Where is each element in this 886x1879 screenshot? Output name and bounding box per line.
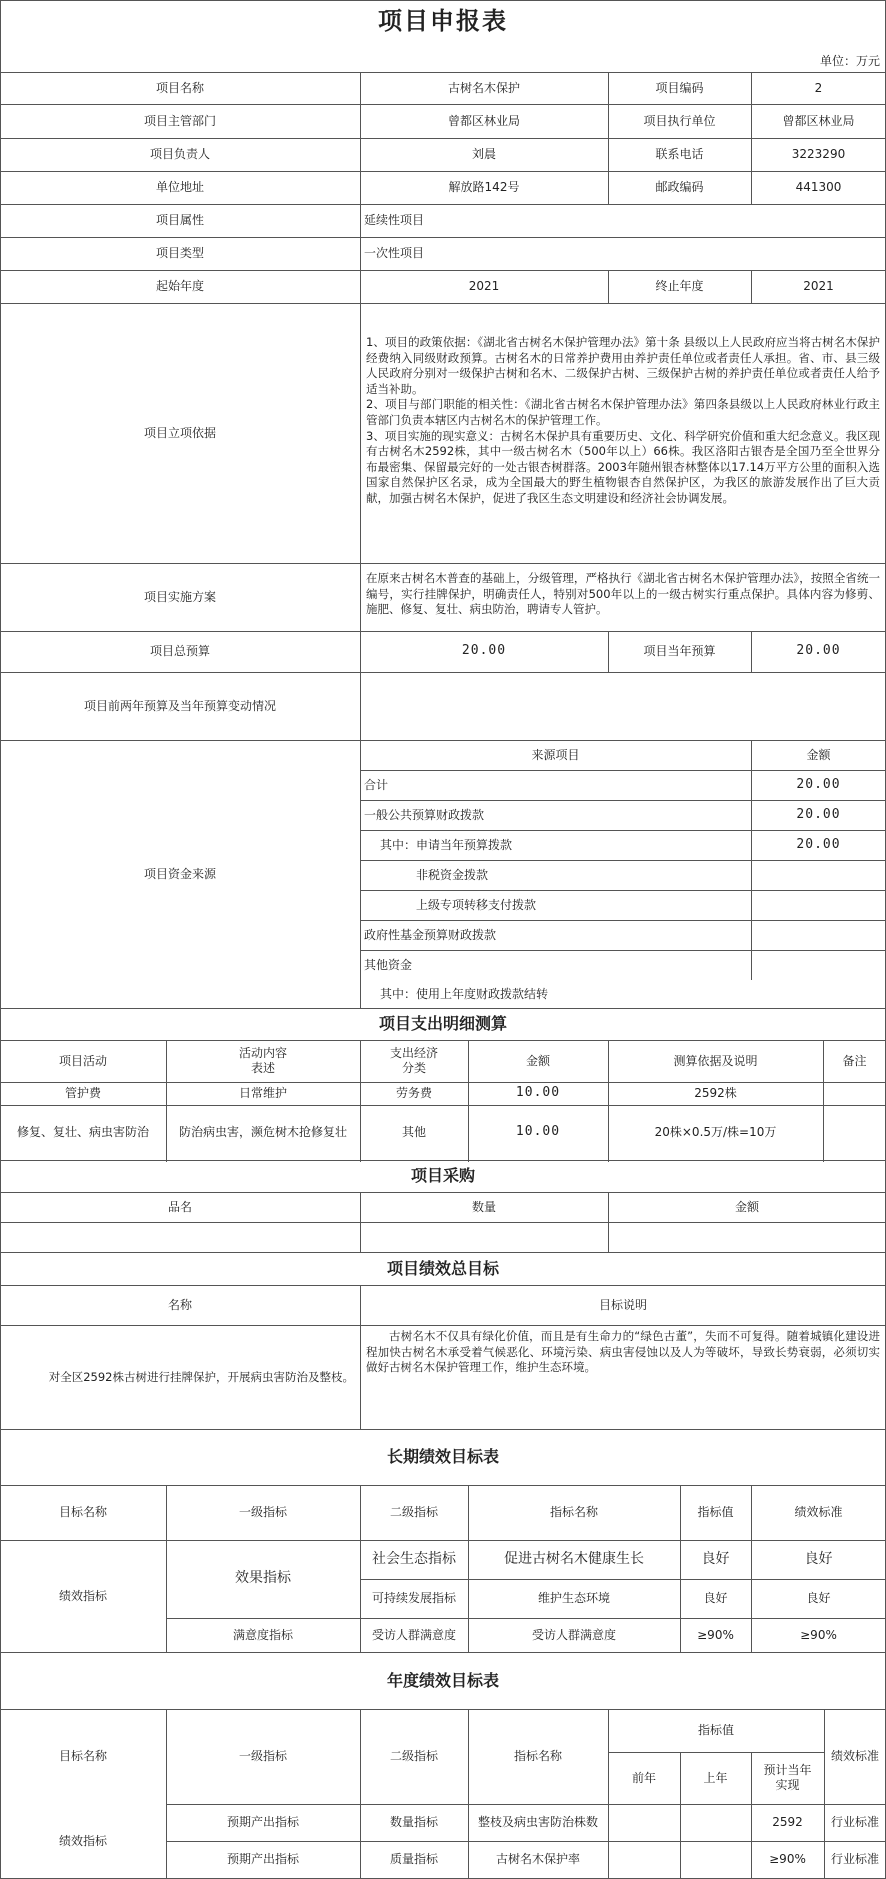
longterm-cell: 良好 xyxy=(701,1550,730,1567)
phone-value: 3223290 xyxy=(791,147,846,161)
type-label: 项目类型 xyxy=(155,246,204,260)
expense-cell: 防治病虫害，濒危树木抢修复壮 xyxy=(178,1125,347,1139)
annual-cell: 数量指标 xyxy=(389,1815,438,1829)
expense-header: 测算依据及说明 xyxy=(673,1053,758,1068)
expense-cell: 10.00 xyxy=(515,1085,561,1101)
expense-header: 项目活动 xyxy=(58,1053,107,1068)
expense-cell: 2592株 xyxy=(694,1086,737,1100)
longterm-cell: 维护生态环境 xyxy=(537,1591,610,1605)
exec-unit-label: 项目执行单位 xyxy=(643,113,716,128)
longterm-l1: 满意度指标 xyxy=(232,1627,293,1642)
total-budget-label: 项目总预算 xyxy=(149,644,210,658)
longterm-cell: 促进古树名木健康生长 xyxy=(504,1550,644,1567)
address-value: 解放路142号 xyxy=(448,180,520,194)
annual-header: 绩效标准 xyxy=(830,1749,879,1763)
longterm-cell: 受访人群满意度 xyxy=(371,1627,456,1642)
expense-cell: 日常维护 xyxy=(238,1086,287,1100)
annual-cell: 预期产出指标 xyxy=(226,1852,299,1866)
longterm-header: 一级指标 xyxy=(238,1505,287,1519)
basis-label: 项目立项依据 xyxy=(143,425,216,440)
dept-label: 项目主管部门 xyxy=(143,113,216,128)
longterm-l1: 效果指标 xyxy=(235,1570,291,1587)
annual-cell: 质量指标 xyxy=(389,1852,438,1866)
longterm-cell: ≥90% xyxy=(800,1627,837,1642)
funds-row-amount xyxy=(751,950,886,980)
funds-row-amount xyxy=(751,890,886,920)
annual-goal: 绩效指标 xyxy=(58,1833,107,1848)
expense-cell: 劳务费 xyxy=(395,1086,432,1100)
dept-value: 曾都区林业局 xyxy=(447,113,520,128)
funds-row-amount: 20.00 xyxy=(796,776,841,792)
expense-cell: 管护费 xyxy=(64,1086,101,1100)
page-title: 项目申报表 xyxy=(378,7,508,35)
phone-label: 联系电话 xyxy=(655,147,704,161)
unit-label: 单位：万元 xyxy=(819,53,880,68)
expense-cell: 20株×0.5万/株=10万 xyxy=(654,1125,777,1139)
annual-cell: ≥90% xyxy=(769,1852,806,1866)
longterm-header: 二级指标 xyxy=(389,1505,438,1519)
end-year-label: 终止年度 xyxy=(655,279,704,293)
longterm-cell: 社会生态指标 xyxy=(372,1550,456,1567)
zip-value: 441300 xyxy=(795,180,842,194)
funds-row-name: 其中：申请当年预算拨款 xyxy=(380,837,513,852)
zip-label: 邮政编码 xyxy=(655,180,704,194)
longterm-header: 绩效标准 xyxy=(794,1505,843,1519)
funds-row-name: 一般公共预算财政拨款 xyxy=(364,807,485,822)
funds-row-name: 上级专项转移支付拨款 xyxy=(416,897,537,912)
longterm-section-title: 长期绩效目标表 xyxy=(386,1447,499,1466)
annual-cell: 行业标准 xyxy=(830,1815,879,1829)
purchase-section-title: 项目采购 xyxy=(410,1166,475,1185)
annual-cell: 行业标准 xyxy=(830,1852,879,1866)
annual-cell: 古树名木保护率 xyxy=(495,1852,580,1866)
annual-header: 目标名称 xyxy=(58,1749,107,1763)
funds-row-amount: 20.00 xyxy=(796,806,841,822)
project-code-label: 项目编码 xyxy=(655,80,704,95)
expense-header: 金额 xyxy=(525,1053,550,1068)
longterm-header: 指标值 xyxy=(697,1505,734,1519)
overall-name-header: 名称 xyxy=(167,1297,192,1312)
overall-desc: 古树名木不仅具有绿化价值，而且是有生命力的“绿色古董”，失而不可复得。随着城镇化建设进程加快古树名木承受着气候恶化、环境污染、病虫害侵蚀以及人为等破坏，导致长势衰弱，必须切实做好古树名木保护管理工作，维护生态环境。 xyxy=(366,1329,880,1375)
annual-cell: 2592 xyxy=(772,1815,803,1829)
annual-cell: 预期产出指标 xyxy=(226,1815,299,1829)
expense-header: 备注 xyxy=(842,1053,867,1068)
funds-row-name: 非税资金拨款 xyxy=(416,867,489,882)
funds-amount-header: 金额 xyxy=(806,747,831,762)
project-name-value: 古树名木保护 xyxy=(447,80,520,95)
annual-header: 一级指标 xyxy=(238,1749,287,1763)
overall-desc-header: 目标说明 xyxy=(598,1297,647,1312)
purchase-header: 数量 xyxy=(471,1199,496,1214)
annual-cell: 整枝及病虫害防治株数 xyxy=(477,1815,598,1829)
expense-cell: 其他 xyxy=(401,1125,426,1139)
annual-section-title: 年度绩效目标表 xyxy=(386,1670,499,1690)
funds-source-header: 来源项目 xyxy=(531,747,580,762)
funds-row-amount xyxy=(751,920,886,950)
plan-label: 项目实施方案 xyxy=(143,589,216,604)
annual-header: 二级指标 xyxy=(389,1749,438,1763)
expense-header: 支出经济 分类 xyxy=(389,1046,438,1075)
year-budget-value: 20.00 xyxy=(796,643,841,659)
project-name-label: 项目名称 xyxy=(155,80,204,95)
longterm-cell: ≥90% xyxy=(697,1627,734,1642)
overall-name: 对全区2592株古树进行挂牌保护，开展病虫害防治及整枝。 xyxy=(48,1369,354,1384)
funds-row-name: 合计 xyxy=(364,777,389,792)
annual-subheader: 预计当年 实现 xyxy=(763,1763,812,1792)
longterm-cell: 良好 xyxy=(703,1591,728,1605)
annual-subheader: 前年 xyxy=(631,1770,656,1785)
project-code-value: 2 xyxy=(814,80,823,95)
purchase-header: 品名 xyxy=(167,1199,192,1214)
annual-subheader: 上年 xyxy=(703,1770,728,1785)
end-year-value: 2021 xyxy=(803,279,834,293)
attr-label: 项目属性 xyxy=(155,213,204,227)
owner-value: 刘晨 xyxy=(471,147,496,161)
start-year-value: 2021 xyxy=(468,279,500,293)
funds-row-amount xyxy=(751,860,886,890)
attr-value: 延续性项目 xyxy=(364,213,425,227)
longterm-cell: 良好 xyxy=(804,1550,833,1567)
year-budget-label: 项目当年预算 xyxy=(643,644,716,658)
basis-text: 1、项目的政策依据：《湖北省古树名木保护管理办法》第十条 县级以上人民政府应当将古树名木保护经费纳入同级财政预算。古树名木的日常养护费用由养护责任单位或者责任人承担。省、市、县三级人民政府分别对一级保护古树和名木、二级保护古树、三级保护古树的养护责任单位或者责任人给予适当补助。 2、项目与部门职能的相关性：《湖北省古树名木保护管理办法》第四条县级以上人民政府林业行政主管部门负责本辖区内古树名木的保护管理工作。 3、项目实施的现实意义：古树名木保护具有重要历史、文化、科学研究价值和重大纪念意义。我区现有古树名木2592株，其中一级古树名木（500年以上）66株。我区洛阳古银杏是全国乃至全世界分布最密集、保留最完好的一处古银杏树群落。2003年随州银杏林整体以17.14万平方公里的面积入选国家自然保护区名录，成为全国最大的野生植物银杏自然保护区，为我区的旅游发展作出了巨大贡献，加强古树名木保护，促进了我区生态文明建设和经济社会协调发展。 xyxy=(366,335,880,505)
expense-section-title: 项目支出明细测算 xyxy=(378,1014,507,1033)
annual-header: 指标值 xyxy=(697,1723,734,1737)
funds-row-name: 其中：使用上年度财政拨款结转 xyxy=(380,986,549,1001)
budget-change-label: 项目前两年预算及当年预算变动情况 xyxy=(83,698,276,713)
longterm-cell: 受访人群满意度 xyxy=(531,1627,616,1642)
purchase-header: 金额 xyxy=(734,1199,759,1214)
start-year-label: 起始年度 xyxy=(155,279,204,293)
total-budget-value: 20.00 xyxy=(461,643,507,659)
type-value: 一次性项目 xyxy=(364,246,425,260)
owner-label: 项目负责人 xyxy=(149,147,210,161)
expense-header: 活动内容 表述 xyxy=(238,1046,287,1075)
funds-label: 项目资金来源 xyxy=(143,866,216,881)
longterm-header: 指标名称 xyxy=(549,1505,598,1519)
exec-unit-value: 曾都区林业局 xyxy=(782,113,855,128)
annual-header: 指标名称 xyxy=(513,1749,562,1763)
funds-row-amount: 20.00 xyxy=(796,836,841,852)
expense-cell: 修复、复壮、病虫害防治 xyxy=(16,1125,149,1139)
longterm-cell: 良好 xyxy=(806,1591,831,1605)
longterm-goal: 绩效指标 xyxy=(58,1588,107,1603)
expense-cell: 10.00 xyxy=(515,1124,561,1140)
plan-text: 在原来古树名木普查的基础上，分级管理，严格执行《湖北省古树名木保护管理办法》，按照全省统一编号，实行挂牌保护，明确责任人，特别对500年以上的一级古树实行重点保护。具体内容为修剪、施肥、修复、复壮、病虫防治，聘请专人管护。 xyxy=(366,571,880,617)
address-label: 单位地址 xyxy=(155,180,204,194)
funds-row-name: 其他资金 xyxy=(364,957,413,972)
overall-section-title: 项目绩效总目标 xyxy=(386,1258,499,1278)
longterm-header: 目标名称 xyxy=(58,1505,107,1519)
funds-row-name: 政府性基金预算财政拨款 xyxy=(364,927,497,942)
longterm-cell: 可持续发展指标 xyxy=(371,1591,456,1605)
